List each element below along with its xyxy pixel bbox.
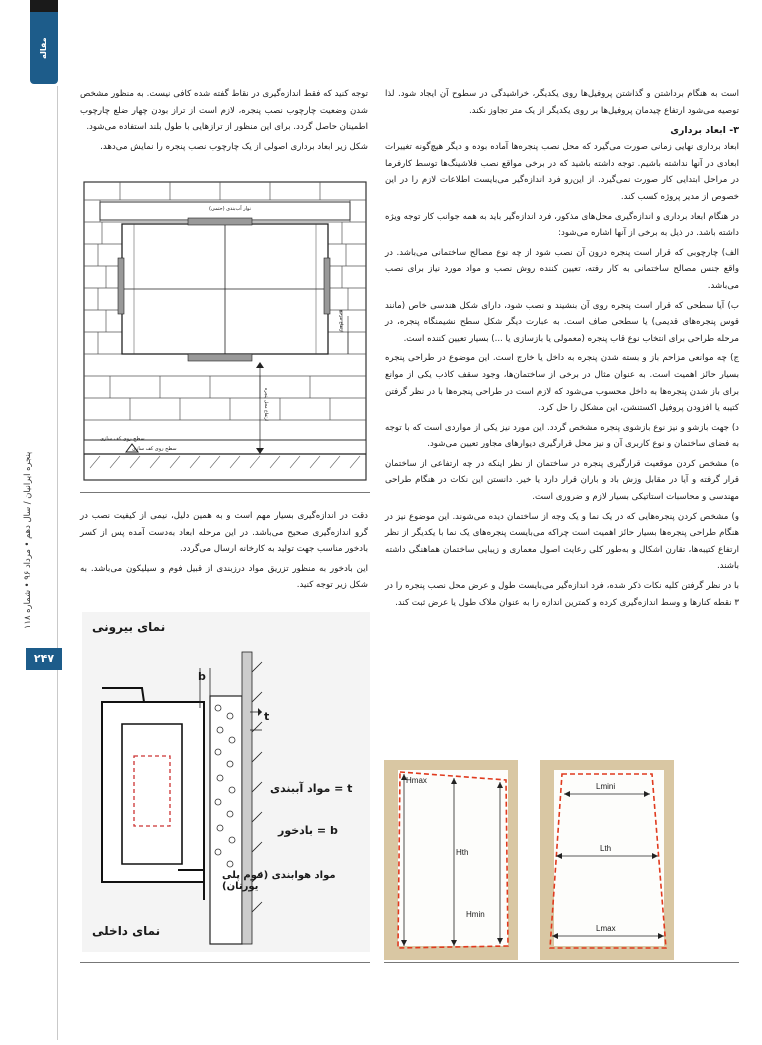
label-hmin: Hmin (466, 910, 485, 919)
paragraph: ابعاد برداری نهایی زمانی صورت می‌گیرد که محل نصب پنجره‌ها آماده بوده و دیگر هیچ‌گونه تغییرات ابعادی در آنها نداشته باشیم. توجه داشته باشید که در برخی مواقع نصب فلاشینگ‌ها توسط کارفرما در مراحل ابتدایی کار صورت نمی‌گیرد. از این‌رو فرد اندازه‌گیر می‌بایست اطلاعات لازم را در این خصوص از مدیر پروژه کسب کند. (385, 142, 739, 202)
figure-wall-elevation (80, 178, 370, 484)
margin-rule (57, 86, 58, 1040)
label-t: t (264, 710, 270, 723)
left-column-middle (80, 508, 368, 597)
bottom-rule-left (80, 962, 370, 963)
page-number: ۲۴۷ (26, 648, 62, 670)
right-column (385, 86, 739, 614)
journal-line: پنجره ایرانیان / سال دهم • مرداد ۹۶ • شماره ۱۱۸ (22, 451, 32, 629)
label-window-height: ارتفاع محل پنجره (263, 388, 268, 421)
height-diagram (384, 760, 518, 960)
label-b: b (198, 670, 206, 683)
label-foam: مواد هوابندی (فوم پلی یورتان) (222, 870, 336, 892)
paragraph: الف) چارچوبی که قرار است پنجره درون آن نصب شود از چه نوع مصالح ساختمانی می‌باشد. در واقع جنس مصالح ساختمانی به کار رفته، تعیین کننده روش نصب و مواد مورد نیاز برای نصب می‌باشد. (385, 247, 739, 291)
paragraph: در هنگام ابعاد برداری و اندازه‌گیری محل‌های مذکور، فرد اندازه‌گیر باید به همه جوانب کار توجه ویژه داشته باشد. در ذیل به برخی از آنها اشاره می‌شود: (385, 211, 739, 239)
section-tab (30, 12, 58, 84)
figure-width-measure (540, 760, 674, 960)
bottom-rule-right (384, 962, 739, 963)
paragraph: و) مشخص کردن پنجره‌هایی که در یک نما و یک وجه از ساختمان دیده می‌شوند. این موضوع نیز در هنگام طراحی پنجره‌ها بسیار حائز اهمیت است چراکه می‌بایست پنجره‌های یک نما با یکدیگر از نظر ارتفاع کتیبه‌ها، تقارن اشکال و به‌طور کلی رعایت اصول معماری و زیبایی ساختمان هماهنگی داشته باشند. (385, 511, 739, 572)
label-lth: Lth (600, 844, 612, 853)
section-tab-label: مقاله (39, 37, 48, 59)
paragraph: دقت در اندازه‌گیری بسیار مهم است و به همین دلیل، نیمی از کیفیت نصب در گرو اندازه‌گیری صحیح می‌باشد. در این مرحله ابعاد به‌دست آمده پس از کسر بادخور مناسب جهت تولید به کارخانه ارسال می‌گردد. (80, 511, 368, 555)
figure-height-measure (384, 760, 518, 960)
label-lmin: Lmini (596, 782, 616, 791)
label-reference-height: ارتفاع مرجع (338, 310, 343, 333)
paragraph: ه) مشخص کردن موقعیت قرارگیری پنجره در ساختمان از نظر اینکه در چه ارتفاعی از ساختمان قرار گرفته و آیا در مقابل وزش باد و باران قرار دارد یا خیر. دانستن این نکات در هنگام طراحی مهندسی و محاسبات استاتیکی بسیار لازم و ضروری است. (385, 458, 739, 503)
label-exterior: نمای بیرونی (92, 620, 166, 634)
label-floor-base: سطح روی کف سازی (132, 446, 177, 452)
label-sealing-strip: نوار آب‌بندی (حتمی) (208, 206, 252, 212)
paragraph: با در نظر گرفتن کلیه نکات ذکر شده، فرد اندازه‌گیر می‌بایست طول و عرض محل نصب پنجره را در ۳ نقطه کنارها و وسط اندازه‌گیری کرده و کمترین اندازه را به عنوان ملاک طول یا عرض ثبت کند. (385, 581, 739, 608)
label-sealant: مواد آببندی = t (270, 782, 353, 795)
label-hth: Hth (456, 848, 469, 857)
left-column-top (80, 86, 368, 158)
paragraph-intro: است به هنگام برداشتن و گذاشتن پروفیل‌ها روی یکدیگر، خراشیدگی در سطوح آن ایجاد شود. لذا توصیه می‌شود ارتفاع چیدمان پروفیل‌ها بر روی یکدیگر از یک متر تجاوز نکند. (385, 89, 739, 116)
label-clearance: بادخور = b (278, 824, 338, 837)
paragraph: توجه کنید که فقط اندازه‌گیری در نقاط گفته شده کافی نیست. به منظور مشخص شدن وضعیت چارچوب نصب پنجره، لازم است از تراز بودن چهار ضلع چارچوب اطمینان حاصل گردد. برای این منظور از ترازهایی با طول بلند استفاده می‌شود. (80, 89, 368, 133)
label-lmax: Lmax (596, 924, 616, 933)
paragraph: این بادخور به منظور تزریق مواد درزبندی از قبیل فوم و سیلیکون می‌باشد. به شکل زیر توجه کنید. (80, 563, 368, 591)
paragraph: د) جهت بازشو و نیز نوع بازشوی پنجره مشخص گردد. این مورد نیز یکی از مواردی است که با توجه به فضای ساختمان و نوع کاربری آن و نیز محل قرارگیری دیوارهای مجاور تعیین می‌شود. (385, 422, 739, 450)
section-heading: ۳- ابعاد برداری (670, 125, 739, 137)
label-interior: نمای داخلی (92, 924, 161, 938)
paragraph: ج) چه موانعی مزاحم باز و بسته شدن پنجره به داخل یا خارج است. این موضوع در طراحی پنجره بسیار حائز اهمیت است. به عنوان مثال در برخی از ساختمان‌ها، وجود سقف کاذب یکی از موانع برای باز شدن پنجره‌ها به داخل محسوب می‌شود که لازم است در طراحی پنجره‌ها با در نظر گرفتن کتیبه یا افزودن پروفیل اکستنشن، این مشکل را حل کرد. (385, 353, 739, 414)
label-floor-finish: سطح روی کف سازی (100, 436, 145, 442)
paragraph: ب) آیا سطحی که قرار است پنجره روی آن بنشیند و نصب شود، دارای شکل هندسی خاص (مانند قوس پنجره‌های قدیمی) یا سطحی صاف است. به عبارت دیگر شکل سطح نشیمنگاه پنجره، در مرحله طراحی برای انتخاب نوع قاب پنجره (معمولی یا بازسازی یا ...) بسیار تعیین کننده است. (385, 300, 739, 344)
label-hmax: Hmax (406, 776, 427, 785)
figure-separator (80, 492, 370, 493)
figure-window-section (82, 612, 370, 952)
paragraph: شکل زیر ابعاد برداری اصولی از یک چارچوب نصب پنجره را نمایش می‌دهد. (100, 141, 368, 152)
